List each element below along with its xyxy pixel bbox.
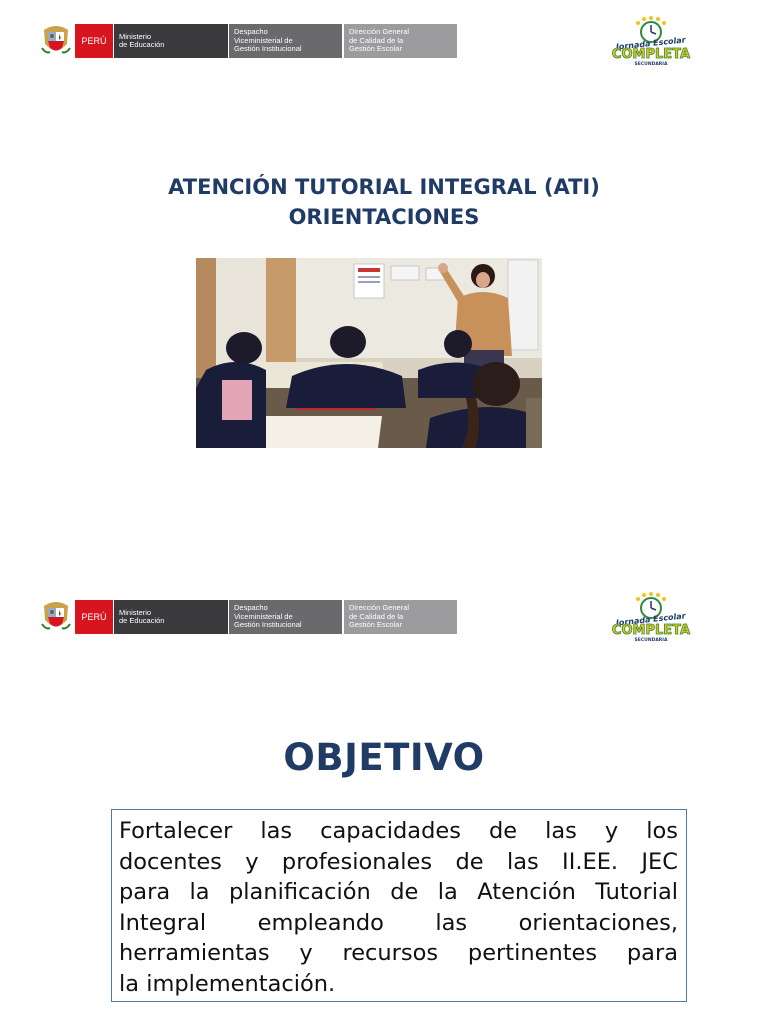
direccion-label: Dirección General de Calidad de la Gestión Escolar [344,24,457,58]
ministerio-label: Ministerio de Educación [114,600,228,634]
objective-line-6: la implementación. [119,970,336,997]
objective-line-5: herramientas y recursos pertinentes para [119,940,678,966]
peru-label: PERÚ [75,24,113,58]
objective-line-4: Integral empleando las orientaciones, [119,909,678,936]
jec-line3: SECUNDARIA [634,638,668,643]
jec-line1: Jornada Escolar [615,35,687,52]
government-header [40,600,457,634]
slide-2 [0,576,768,1024]
objective-line-2: docentes y profesionales de las II.EE. JEC [119,848,678,875]
jec-line2: COMPLETA [611,623,691,638]
government-header [40,24,457,58]
title-line-2: ORIENTACIONES [288,205,480,229]
despacho-label: Despacho Viceministerial de Gestión Institucional [229,600,342,634]
ministerio-label: Ministerio de Educación [114,24,228,58]
objective-text-box [111,809,687,1002]
objective-line-1: Fortalecer las capacidades de las y los [119,818,678,844]
jornada-escolar-completa-logo [604,588,698,644]
title-line-1: ATENCIÓN TUTORIAL INTEGRAL (ATI) [168,175,600,199]
peru-label: PERÚ [75,600,113,634]
objetivo-title: OBJETIVO [283,736,485,779]
direccion-label: Dirección General de Calidad de la Gestión Escolar [344,600,457,634]
classroom-photo [196,258,542,448]
coat-of-arms-icon [40,600,72,634]
coat-of-arms-icon [40,24,72,58]
despacho-label: Despacho Viceministerial de Gestión Institucional [229,24,342,58]
slide-title [0,172,768,232]
objective-line-3: para la planificación de la Atención Tutorial [119,879,678,905]
jornada-escolar-completa-logo [604,12,698,68]
jec-line2: COMPLETA [611,47,691,62]
jec-line3: SECUNDARIA [634,62,668,67]
jec-line1: Jornada Escolar [615,611,687,628]
